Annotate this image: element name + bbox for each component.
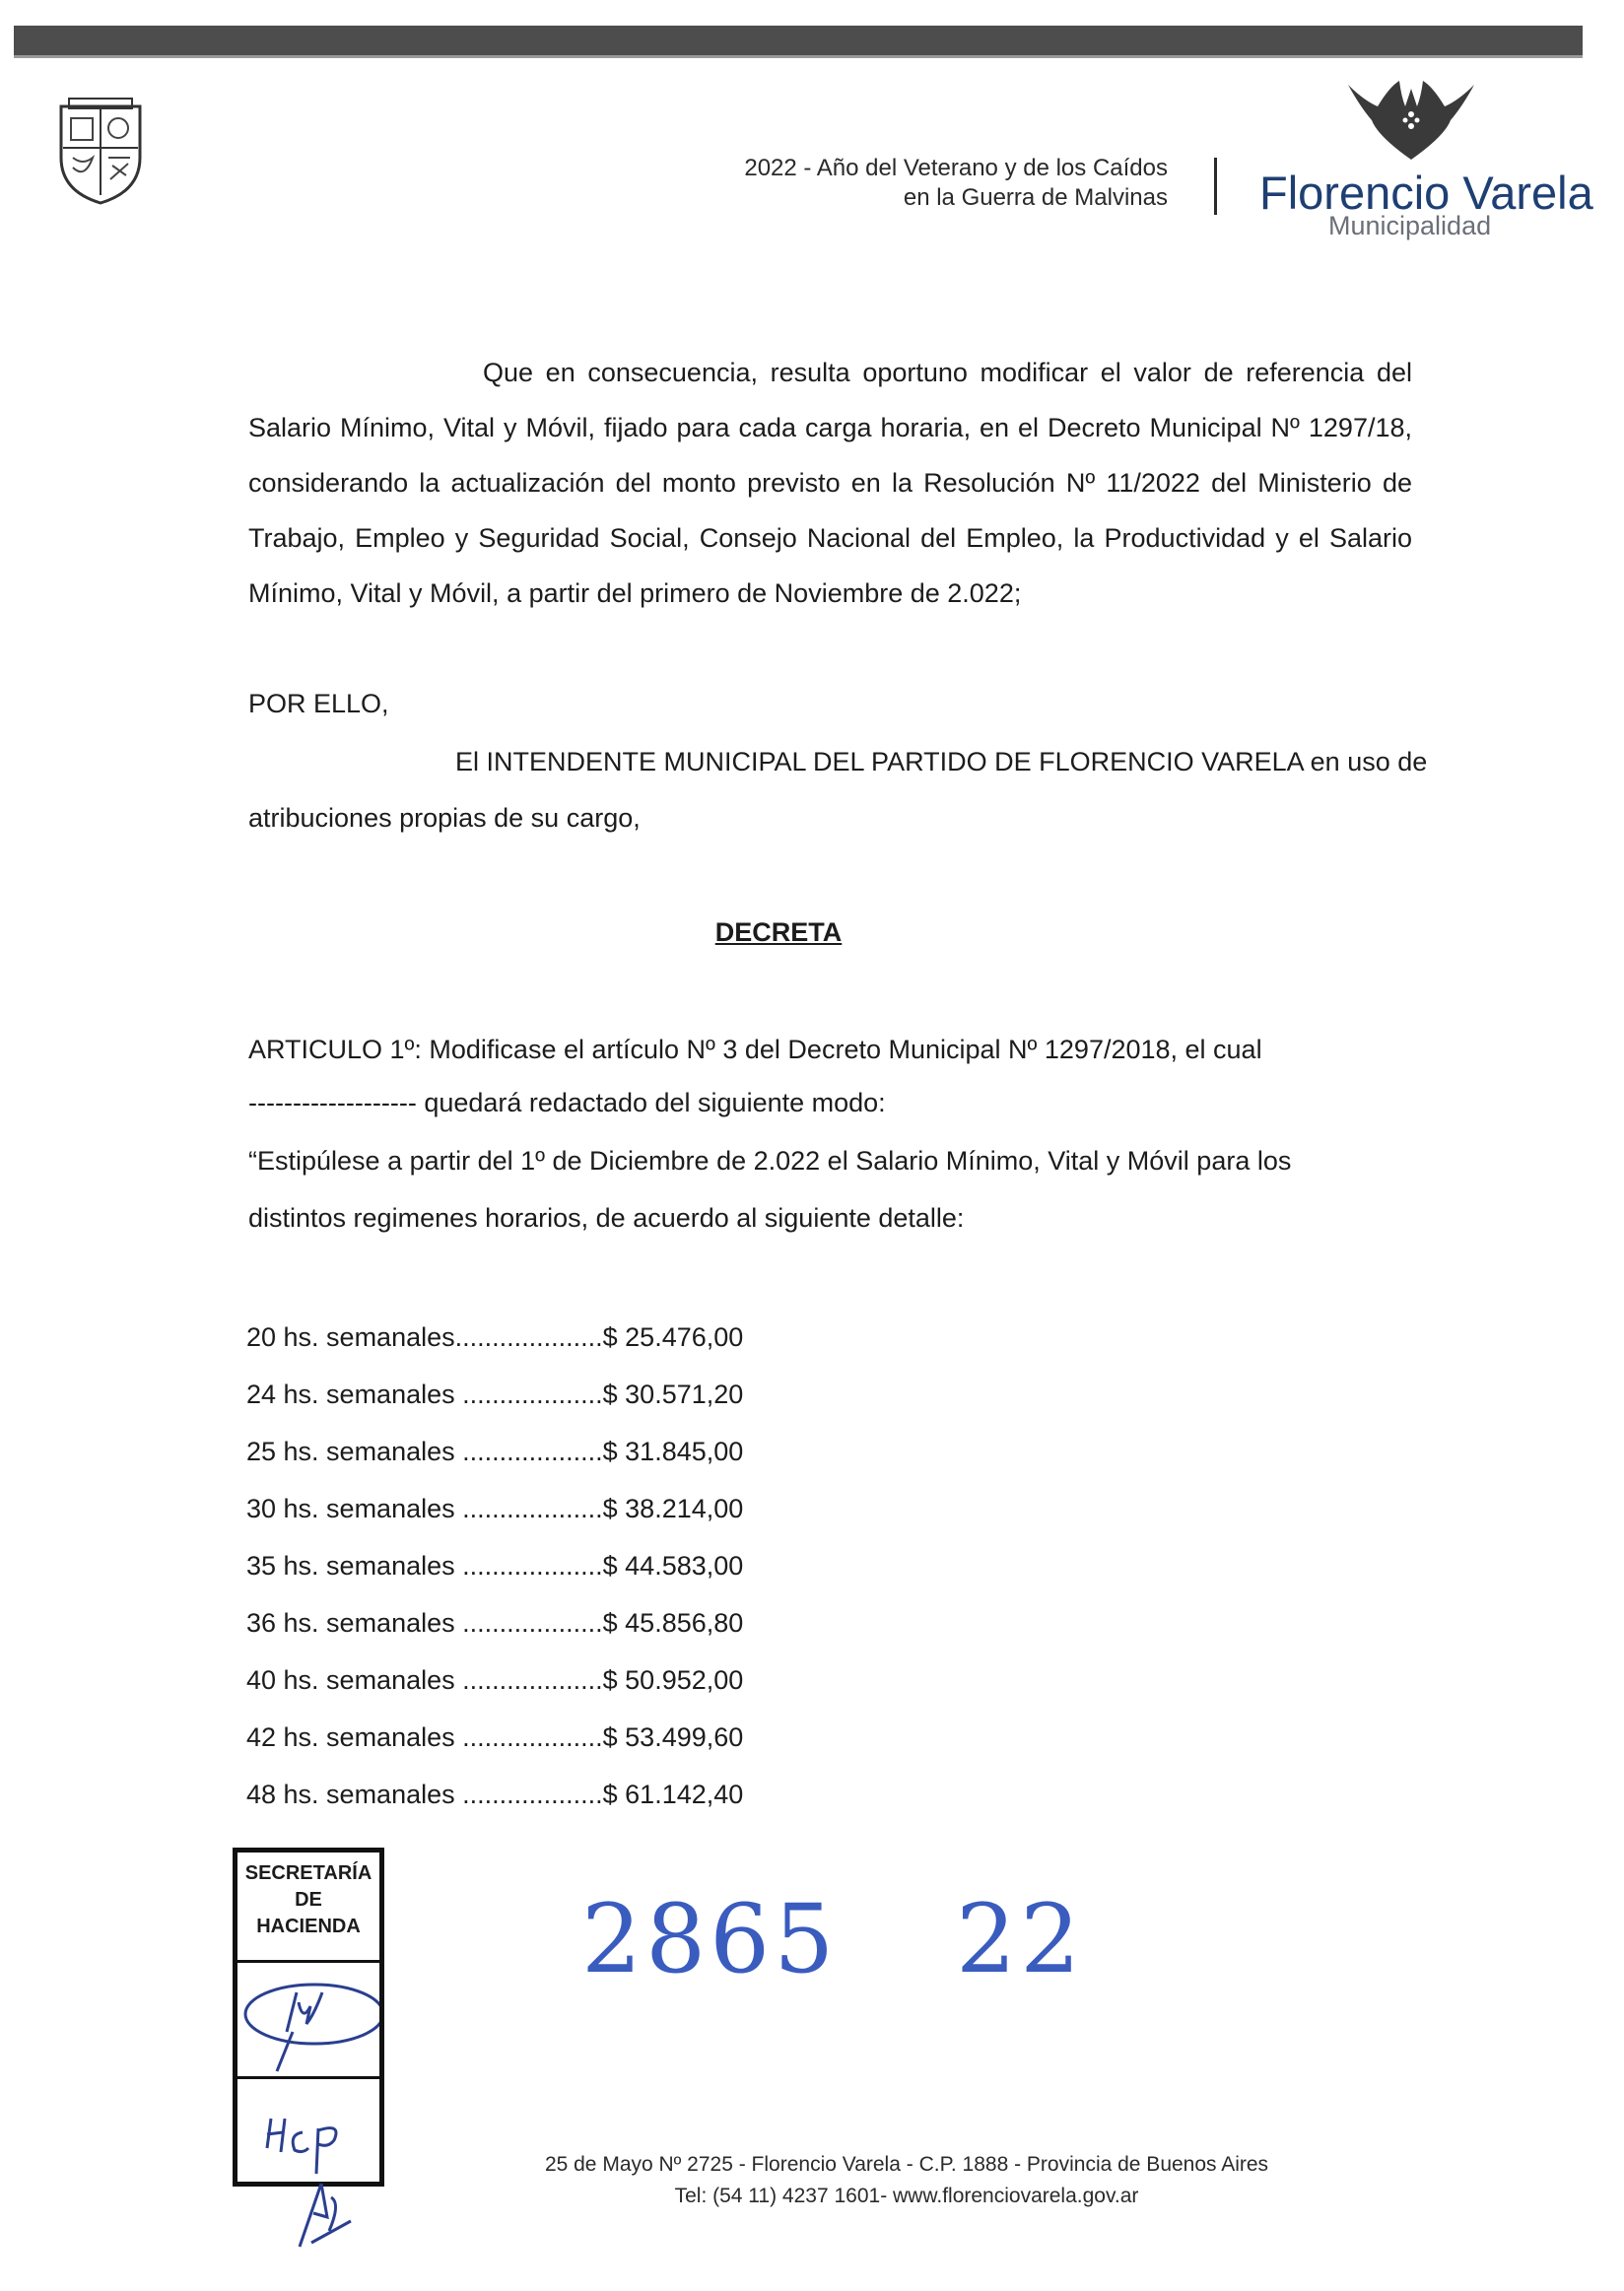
commemorative-motto: [744, 154, 1168, 213]
footer: [414, 2149, 1399, 2212]
stamp-line-3: HACIENDA: [256, 1916, 361, 1937]
rate-item: 20 hs. semanales....................$ 25.476,00: [246, 1322, 744, 1352]
stamp-initials-cell: [237, 2079, 379, 2182]
scan-top-border: [14, 26, 1583, 55]
footer-address: 25 de Mayo Nº 2725 - Florencio Varela - C.P. 1888 - Provincia de Buenos Aires: [544, 2153, 1269, 2176]
municipal-crest-icon: [55, 97, 146, 207]
header-divider: [1214, 158, 1217, 215]
estipulese-line-1: “Estipúlese a partir del 1º de Diciembre de 2.022 el Salario Mínimo, Vital y Móvil para los: [248, 1146, 1292, 1176]
footer-contact: Tel: (54 11) 4237 1601- www.florenciovarela.gov.ar: [674, 2185, 1139, 2207]
stamp-line-2: DE: [295, 1889, 322, 1911]
decree-number: 2865: [581, 1884, 839, 1994]
rate-item: 24 hs. semanales ...................$ 30.571,20: [246, 1380, 744, 1409]
florencio-varela-logo-icon: [1338, 77, 1484, 164]
handwritten-initials-icon: [237, 2079, 379, 2182]
intendente-line-2: atribuciones propias de su cargo,: [248, 803, 641, 833]
articulo-line-2: ------------------- quedará redactado del siguiente modo:: [248, 1088, 886, 1117]
rates-list: [246, 1309, 743, 1823]
rate-item: 48 hs. semanales ...................$ 61.142,40: [246, 1780, 744, 1809]
rate-item: 36 hs. semanales ...................$ 45.856,80: [246, 1608, 744, 1638]
signature-initial-icon: [237, 1963, 379, 2076]
por-ello-line: POR ELLO,: [248, 689, 389, 718]
paraph-signature-icon: [292, 2178, 361, 2251]
articulo-line-1: ARTICULO 1º: Modificase el artículo Nº 3 del Decreto Municipal Nº 1297/2018, el cual: [248, 1035, 1262, 1064]
secretaria-hacienda-stamp: [233, 1848, 384, 2187]
stamp-title: [237, 1853, 379, 1963]
brand-subtitle: Municipalidad: [1328, 211, 1492, 240]
estipulese-line-2: distintos regimenes horarios, de acuerdo al siguiente detalle:: [248, 1203, 965, 1233]
rate-item: 25 hs. semanales ...................$ 31.845,00: [246, 1437, 744, 1466]
intendente-line-1: El INTENDENTE MUNICIPAL DEL PARTIDO DE FLORENCIO VARELA en uso de: [455, 747, 1428, 776]
stamp-signature-cell: [237, 1963, 379, 2079]
motto-line-2: en la Guerra de Malvinas: [903, 184, 1168, 211]
decree-year: 22: [956, 1884, 1085, 1994]
rate-item: 30 hs. semanales ...................$ 38.214,00: [246, 1494, 744, 1523]
stamp-line-1: SECRETARÍA: [244, 1862, 372, 1884]
decreta-heading: DECRETA: [714, 917, 843, 947]
motto-line-1: 2022 - Año del Veterano y de los Caídos: [744, 155, 1168, 181]
brand-name: Florencio Varela: [1259, 167, 1593, 219]
rate-item: 42 hs. semanales ...................$ 53.499,60: [246, 1722, 744, 1752]
rate-item: 40 hs. semanales ...................$ 50.952,00: [246, 1665, 744, 1695]
considerando-paragraph: Que en consecuencia, resulta oportuno modificar el valor de referencia del Salario Mínimo, Vital y Móvil, fijado para cada carga horaria, en el Decreto Municipal Nº 1297/18, considerando la actualización del monto previsto en la Resolución Nº 11/2022 del Ministerio de Trabajo, Empleo y Seguridad Social, Consejo Nacional del Empleo, la Productividad y el Salario Mínimo, Vital y Móvil, a partir del primero de Noviembre de 2.022;: [248, 358, 1412, 608]
rate-item: 35 hs. semanales ...................$ 44.583,00: [246, 1551, 744, 1581]
